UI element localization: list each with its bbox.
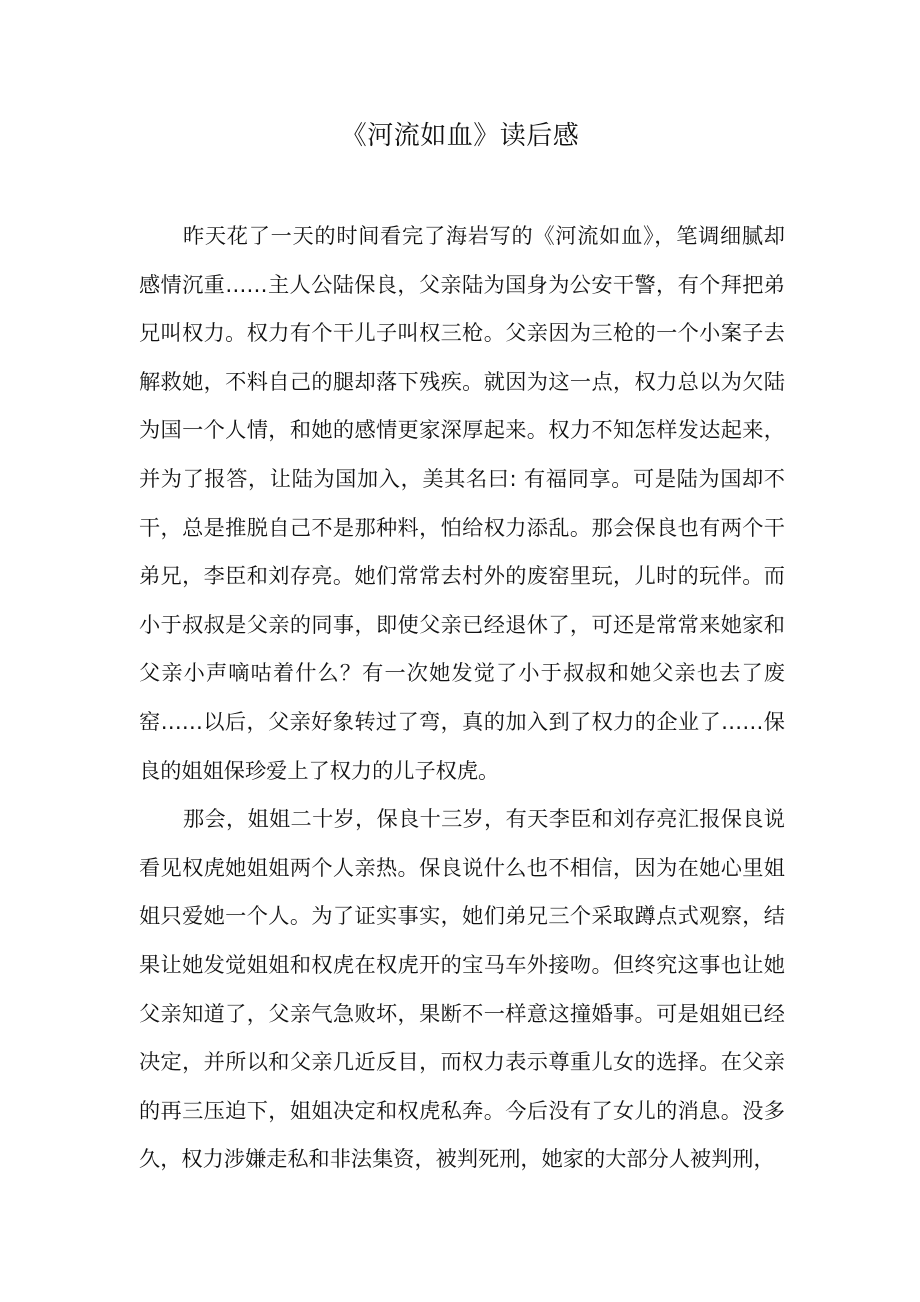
- document-title: 《河流如血》读后感: [340, 121, 580, 151]
- document-body: [139, 212, 785, 1184]
- paragraph-2: 那会，姐姐二十岁，保良十三岁，有天李臣和刘存亮汇报保良说看见权虎她姐姐两个人亲热。保良说什么也不相信，因为在她心里姐姐只爱她一个人。为了证实事实，她们弟兄三个采取蹲点式观察，结果让她发觉姐姐和权虎在权虎开的宝马车外接吻。但终究这事也让她父亲知道了，父亲气急败坏，果断不一样意这撞婚事。可是姐姐已经决定，并所以和父亲几近反目，而权力表示尊重儿女的选择。在父亲的再三压迫下，姐姐决定和权虎私奔。今后没有了女儿的消息。没多久，权力涉嫌走私和非法集资，被判死刑，她家的大部分人被判刑，: [139, 806, 785, 1172]
- paragraph-1: 昨天花了一天的时间看完了海岩写的《河流如血》，笔调细腻却感情沉重……主人公陆保良，父亲陆为国身为公安干警，有个拜把弟兄叫权力。权力有个干儿子叫权三枪。父亲因为三枪的一个小案子去解救她，不料自己的腿却落下残疾。就因为这一点，权力总以为欠陆为国一个人情，和她的感情更家深厚起来。权力不知怎样发达起来，并为了报答，让陆为国加入，美其名曰: 有福同享。可是陆为国却不干，总是推脱自己不是那种料，怕给权力添乱。那会保良也有两个干弟兄，李臣和刘存亮。她们常常去村外的废窑里玩，儿时的玩伴。而小于叔叔是父亲的同事，即使父亲已经退休了，可还是常常来她家和父亲小声嘀咕着什么？有一次她发觉了小于叔叔和她父亲也去了废窑……以后，父亲好象转过了弯，真的加入到了权力的企业了……保良的姐姐保珍爱上了权力的儿子权虎。: [139, 223, 785, 783]
